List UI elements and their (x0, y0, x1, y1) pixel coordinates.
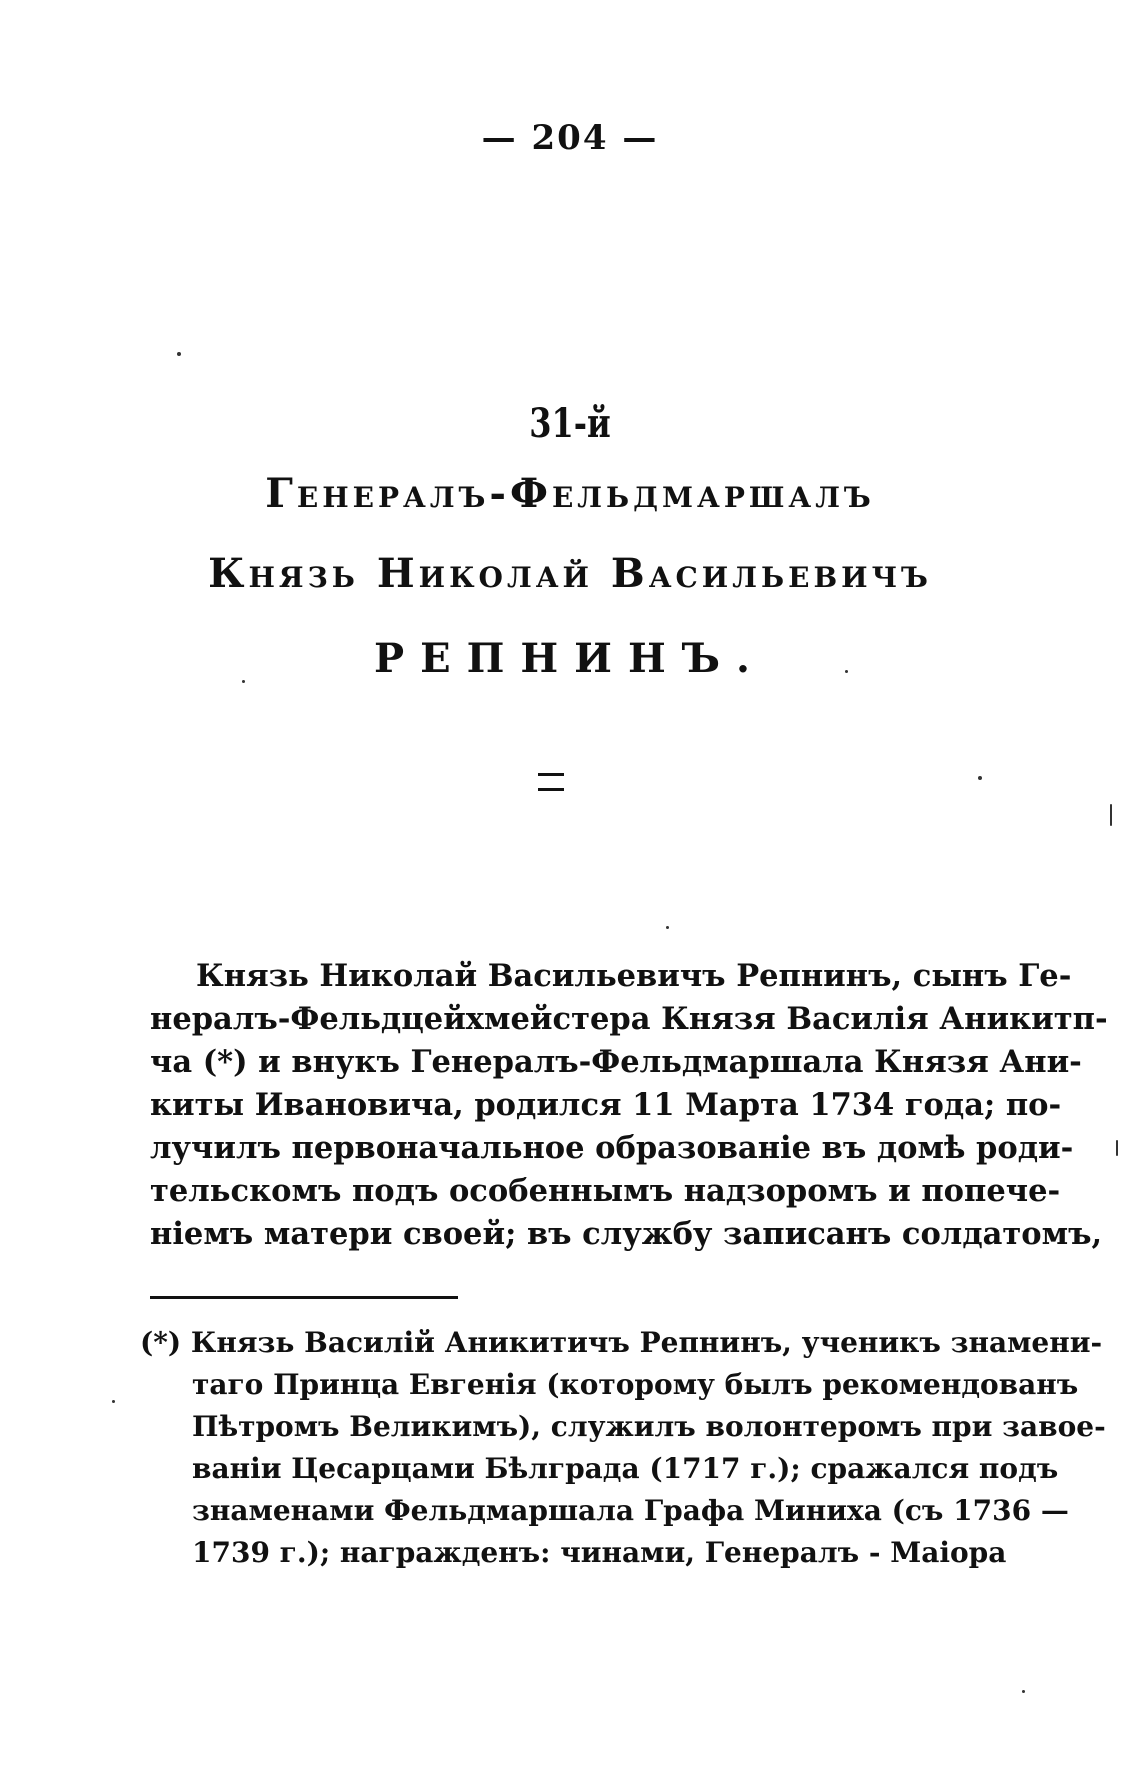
footnote-line: таго Принца Евгенія (которому былъ рекомендованъ (192, 1368, 1079, 1401)
scan-speck (112, 1400, 115, 1403)
footnote-separator (150, 1296, 458, 1299)
scan-speck (1116, 1140, 1118, 1156)
body-line: ча (*) и внукъ Генералъ-Фельдмаршала Князя Ани- (150, 1044, 1082, 1080)
scan-speck (177, 352, 181, 356)
footnote-line: (*) Князь Василій Аникитичъ Репнинъ, ученикъ знамени- (140, 1326, 1103, 1359)
body-line: лучилъ первоначальное образованіе въ домѣ роди- (150, 1130, 1074, 1166)
scan-speck (242, 680, 245, 683)
scan-speck (666, 926, 669, 929)
scan-speck (1110, 804, 1112, 826)
heading-rank: Генералъ-Фельдмаршалъ (265, 470, 875, 517)
scan-speck (978, 776, 982, 780)
footnote-line: 1739 г.); награжденъ: чинами, Генералъ - Маіора (192, 1536, 1007, 1569)
body-paragraph (150, 955, 1108, 1256)
section-number: 31-й (529, 400, 611, 447)
body-line: киты Ивановича, родился 11 Марта 1734 года; по- (150, 1087, 1062, 1123)
body-line: ніемъ матери своей; въ службу записанъ солдатомъ, (150, 1216, 1103, 1252)
footnote-line: ваніи Цесарцами Бѣлграда (1717 г.); сражался подъ (192, 1452, 1059, 1485)
scan-speck (845, 670, 848, 673)
heading-surname: РЕПНИНЪ. (374, 635, 766, 682)
body-line: Князь Николай Васильевичъ Репнинъ, сынъ Ге- (196, 958, 1072, 994)
footnote-line: знаменами Фельдмаршала Графа Миниха (съ 1736 — (192, 1494, 1069, 1527)
footnote-line: Пѣтромъ Великимъ), служилъ волонтеромъ при завое- (192, 1410, 1106, 1443)
heading-name: Князь Николай Васильевичъ (208, 550, 932, 597)
page-number: — 204 — (481, 118, 659, 158)
body-line: тельскомъ подъ особеннымъ надзоромъ и попече- (150, 1173, 1061, 1209)
scan-speck (1022, 1690, 1025, 1693)
footnote (140, 1322, 1106, 1574)
body-line: нералъ-Фельдцейхмейстера Князя Василія Аникитп- (150, 1001, 1108, 1037)
double-rule-divider (538, 773, 564, 791)
